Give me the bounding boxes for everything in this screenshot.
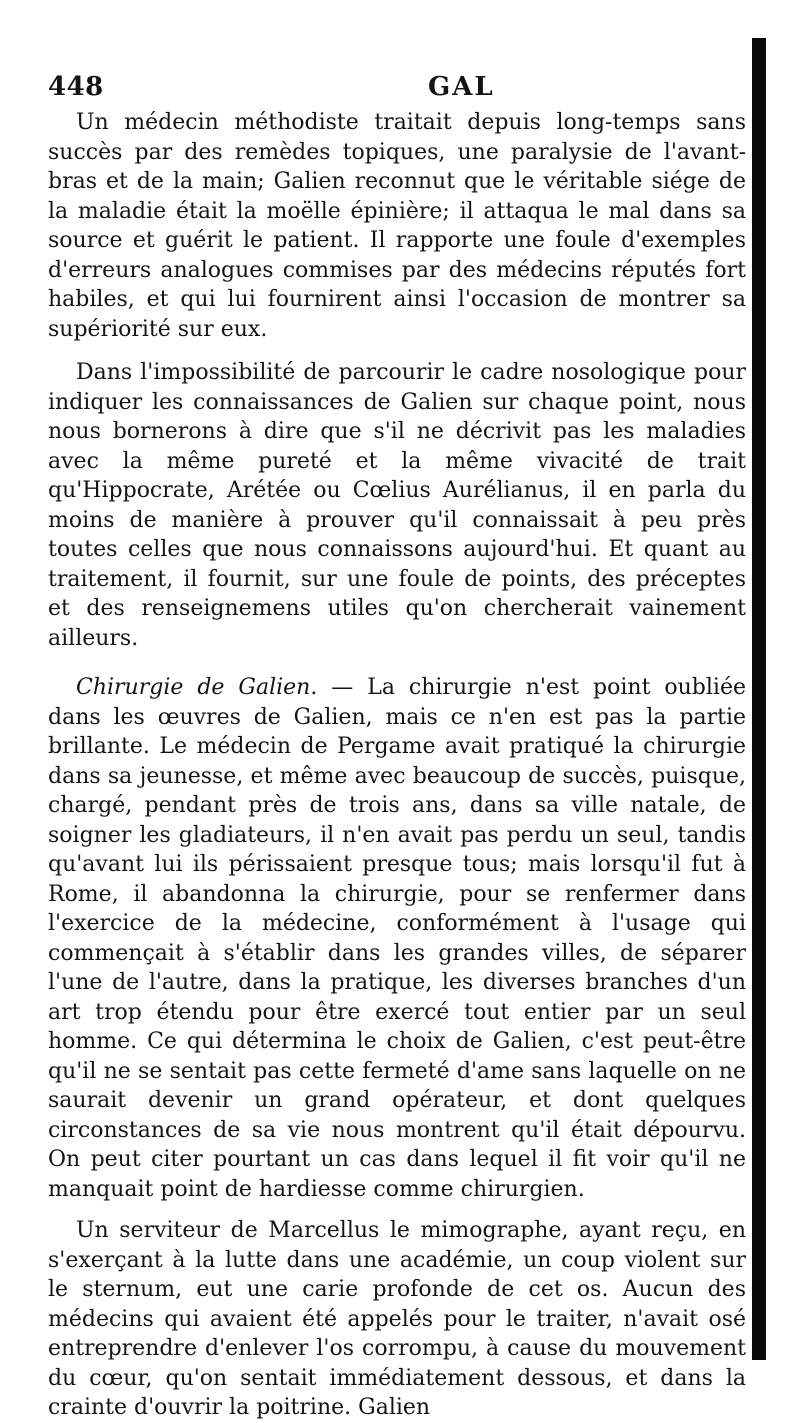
paragraph-text: Un médecin méthodiste traitait depuis long-temps sans succès par des remèdes topiques, une paralysie de l'avant-bras et de la main; Galien reconnut que le véritable siége de la maladie était la moëlle épinière; il attaqua le mal dans sa source et guérit le patient. Il rapporte une foule d'exemples d'erreurs analogues commises par des médecins réputés fort habiles, et qui lui fournirent ainsi l'occasion de montrer sa supériorité sur eux. (48, 110, 746, 342)
section-title: Chirurgie de Galien. (76, 675, 318, 700)
paragraph-galien-diagnosis (48, 108, 746, 344)
paragraph-marcellus-servant (48, 1216, 746, 1423)
page-number: 448 (48, 72, 104, 102)
page-header (48, 72, 748, 108)
paragraph-text: Un serviteur de Marcellus le mimographe, ayant reçu, en s'exerçant à la lutte dans une académie, un coup violent sur le sternum, eut une carie profonde de cet os. Aucun des médecins qui avaient été appelés pour le traiter, n'avait osé entreprendre d'enlever l'os corrompu, à cause du mouvement du cœur, qu'on sentait immédiatement dessous, et dans la crainte d'ouvrir la poitrine. Galien (48, 1218, 746, 1420)
em-dash: — (317, 675, 368, 700)
paragraph-text: Dans l'impossibilité de parcourir le cadre nosologique pour indiquer les connaissances de Galien sur chaque point, nous nous bornerons à dire que s'il ne décrivit pas les maladies avec la même pureté et la même vivacité de trait qu'Hippocrate, Arétée ou Cœlius Aurélianus, il en parla du moins de manière à prouver qu'il connaissait à peu près toutes celles que nous connaissons aujourd'hui. Et quant au traitement, il fournit, sur une foule de points, des préceptes et des renseignemens utiles qu'on chercherait vainement ailleurs. (48, 360, 746, 651)
paragraph-text: La chirurgie n'est point oubliée dans les œuvres de Galien, mais ce n'en est pas la partie brillante. Le médecin de Pergame avait pratiqué la chirurgie dans sa jeunesse, et même avec beaucoup de succès, puisque, chargé, pendant près de trois ans, dans sa ville natale, de soigner les gladiateurs, il n'en avait pas perdu un seul, tandis qu'avant lui ils périssaient presque tous; mais lorsqu'il fut à Rome, il abandonna la chirurgie, pour se renfermer dans l'exercice de la médecine, conformément à l'usage qui commençait à s'établir dans les grandes villes, de séparer l'une de l'autre, dans la pratique, les diverses branches d'un art trop étendu pour être exercé tout entier par un seul homme. Ce qui détermina le choix de Galien, c'est peut-être qu'il ne se sentait pas cette fermeté d'ame sans laquelle on ne saurait devenir un grand opérateur, et dont quelques circonstances de sa vie nous montrent qu'il était dépourvu. On peut citer pourtant un cas dans lequel il fit voir qu'il ne manquait point de hardiesse comme chirurgien. (48, 675, 746, 1202)
body-text (48, 104, 746, 1423)
page-edge-shadow (752, 38, 766, 1360)
paragraph-surgery (48, 673, 746, 1204)
paragraph-nosology (48, 358, 746, 653)
running-head: GAL (428, 72, 495, 102)
